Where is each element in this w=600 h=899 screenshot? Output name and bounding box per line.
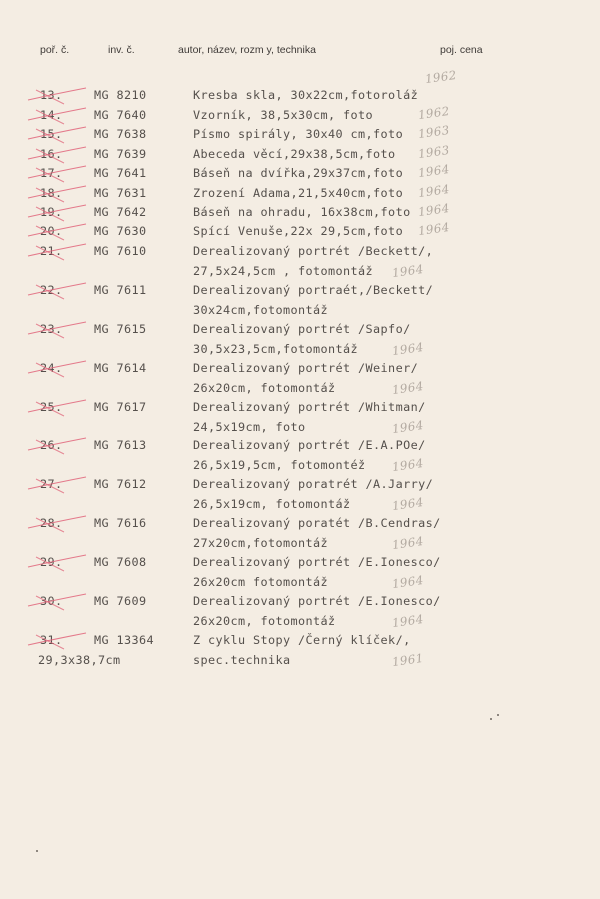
- item-description: Derealizovaný portrét /E.A.POe/: [193, 438, 426, 452]
- item-number: 25.: [40, 400, 63, 414]
- table-header: [0, 44, 600, 64]
- item-number: 28.: [40, 516, 63, 530]
- paper-speck: [490, 718, 492, 720]
- inventory-number: MG 7631: [94, 186, 147, 200]
- header-inventory-number: inv. č.: [108, 44, 135, 56]
- pencil-year-note: 1964: [391, 455, 425, 475]
- item-dimensions: 30,5x23,5cm,fotomontáž: [193, 342, 359, 356]
- item-number: 26.: [40, 438, 63, 452]
- item-number: 30.: [40, 594, 63, 608]
- inventory-number: MG 7639: [94, 147, 147, 161]
- item-number: 23.: [40, 322, 63, 336]
- pencil-year-note: 1964: [417, 219, 451, 239]
- item-description: Derealizovaný portraét,/Beckett/: [193, 283, 434, 297]
- pencil-year-note: 1962: [417, 103, 451, 123]
- inventory-number: MG 7616: [94, 516, 147, 530]
- pencil-year-note: 1963: [417, 122, 451, 142]
- pencil-year-note: 1964: [391, 339, 425, 359]
- pencil-year-note: 1964: [417, 200, 451, 220]
- inventory-number: MG 7612: [94, 477, 147, 491]
- pencil-year-note: 1963: [417, 142, 451, 162]
- item-description: Derealizovaný portrét /Beckett/,: [193, 244, 434, 258]
- item-dimensions: 26,5x19cm, fotomontáž: [193, 497, 351, 511]
- inventory-number: MG 7642: [94, 205, 147, 219]
- item-description: Zrození Adama,21,5x40cm,foto: [193, 186, 404, 200]
- item-description: Vzorník, 38,5x30cm, foto: [193, 108, 374, 122]
- item-number: 17.: [40, 166, 63, 180]
- item-dimensions: spec.technika: [193, 653, 291, 667]
- item-number: 20.: [40, 224, 63, 238]
- inventory-number: MG 7630: [94, 224, 147, 238]
- inventory-number: MG 7615: [94, 322, 147, 336]
- pencil-year-note: 1964: [417, 161, 451, 181]
- pencil-year-note: 1964: [391, 261, 425, 281]
- item-number: 19.: [40, 205, 63, 219]
- item-description: Derealizovaný poratrét /A.Jarry/: [193, 477, 434, 491]
- inventory-number: MG 7640: [94, 108, 147, 122]
- item-number: 31.: [40, 633, 63, 647]
- item-number: 18.: [40, 186, 63, 200]
- inventory-number: MG 7613: [94, 438, 147, 452]
- item-description: Derealizovaný portrét /E.Ionesco/: [193, 594, 441, 608]
- inventory-number: MG 7611: [94, 283, 147, 297]
- item-description: Derealizovaný portrét /Whitman/: [193, 400, 426, 414]
- inventory-number: MG 7641: [94, 166, 147, 180]
- pencil-year-note: 1964: [391, 611, 425, 631]
- pencil-year-note: 1961: [391, 650, 425, 670]
- item-number: 27.: [40, 477, 63, 491]
- item-description: Derealizovaný portrét /Sapfo/: [193, 322, 411, 336]
- item-description: Kresba skla, 30x22cm,fotoroláž: [193, 88, 419, 102]
- inventory-number: MG 7617: [94, 400, 147, 414]
- item-dimensions: 24,5x19cm, foto: [193, 420, 306, 434]
- pencil-year-note: 1964: [391, 417, 425, 437]
- header-author-title: autor, název, rozm y, technika: [178, 44, 316, 56]
- item-dimensions: 27x20cm,fotomontáž: [193, 536, 329, 550]
- pencil-year-note: 1964: [391, 572, 425, 592]
- item-number: 24.: [40, 361, 63, 375]
- item-dimensions: 27,5x24,5cm , fotomontáž: [193, 264, 374, 278]
- item-number: 29.: [40, 555, 63, 569]
- item-description: Báseň na ohradu, 16x38cm,foto: [193, 205, 411, 219]
- item-dimensions: 26,5x19,5cm, fotomontéž: [193, 458, 366, 472]
- item-description: Derealizovaný portrét /Weiner/: [193, 361, 419, 375]
- header-order-number: poř. č.: [40, 44, 70, 56]
- inventory-number: MG 7610: [94, 244, 147, 258]
- item-dimensions: 26x20cm, fotomontáž: [193, 614, 336, 628]
- paper-speck: [36, 850, 38, 852]
- inventory-number: MG 8210: [94, 88, 147, 102]
- item-number: 15.: [40, 127, 63, 141]
- inventory-number: MG 7614: [94, 361, 147, 375]
- pencil-year-note: 1964: [391, 494, 425, 514]
- item-dimensions: 30x24cm,fotomontáž: [193, 303, 329, 317]
- item-number: 16.: [40, 147, 63, 161]
- inventory-number: MG 13364: [94, 633, 155, 647]
- item-dimensions: 26x20cm fotomontáž: [193, 575, 329, 589]
- item-description: Báseň na dvířka,29x37cm,foto: [193, 166, 404, 180]
- item-number: 21.: [40, 244, 63, 258]
- item-description: Derealizovaný poratét /B.Cendras/: [193, 516, 441, 530]
- item-dimensions: 26x20cm, fotomontáž: [193, 381, 336, 395]
- item-description: Abeceda věcí,29x38,5cm,foto: [193, 147, 396, 161]
- inventory-number: MG 7638: [94, 127, 147, 141]
- inventory-number: MG 7609: [94, 594, 147, 608]
- paper-speck: [497, 714, 499, 716]
- item-description: Derealizovaný portrét /E.Ionesco/: [193, 555, 441, 569]
- item-number: 22.: [40, 283, 63, 297]
- pencil-year-note: 1964: [417, 181, 451, 201]
- pencil-year-note: 1964: [391, 533, 425, 553]
- pencil-year-note: 1964: [391, 378, 425, 398]
- item-number: 13.: [40, 88, 63, 102]
- pencil-year-note: 1962: [424, 67, 458, 87]
- item-number: 14.: [40, 108, 63, 122]
- header-insured-value: poj. cena: [440, 44, 483, 56]
- item-description: Písmo spirály, 30x40 cm,foto: [193, 127, 404, 141]
- inventory-number: MG 7608: [94, 555, 147, 569]
- item-description: Spící Venuše,22x 29,5cm,foto: [193, 224, 404, 238]
- item-description: Z cyklu Stopy /Černý klíček/,: [193, 633, 411, 647]
- item-dimensions-left: 29,3x38,7cm: [38, 653, 121, 667]
